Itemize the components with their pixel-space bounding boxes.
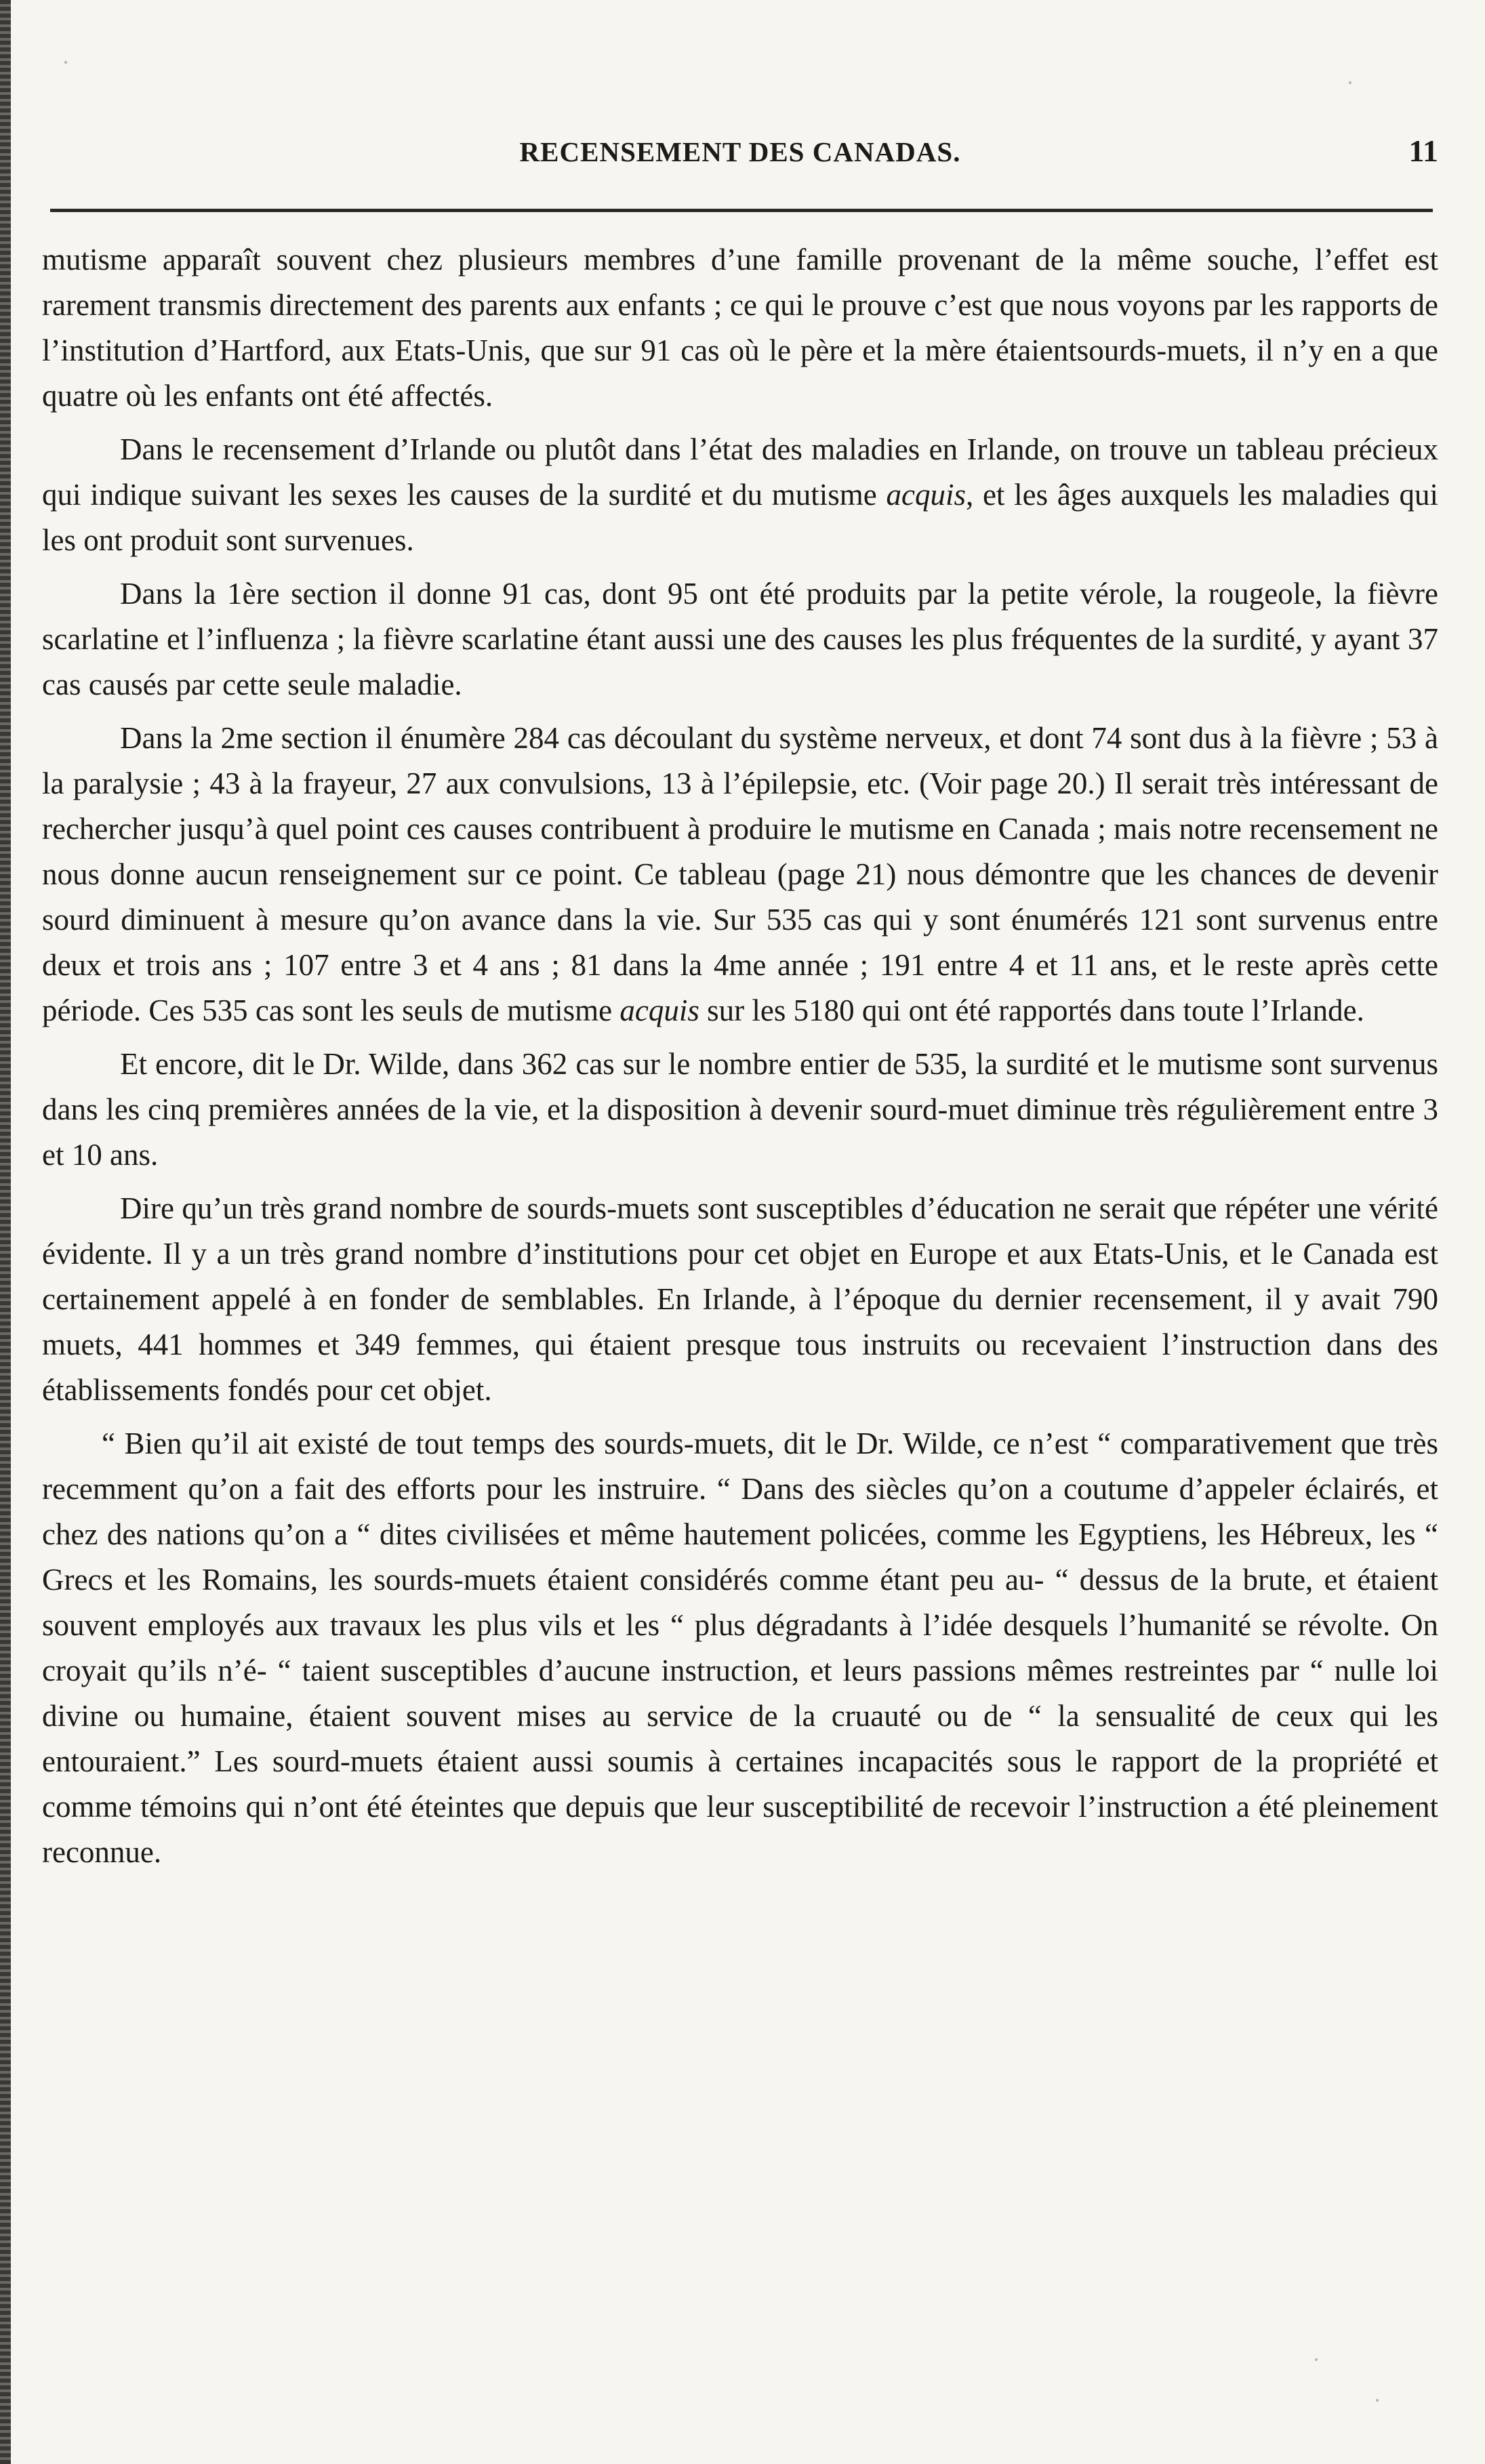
scan-speck — [1315, 2358, 1318, 2361]
paragraph-1-text: mutisme apparaît souvent chez plusieurs membres d’une famille provenant de la même souche, l’effet est rarement transmis directement des parents aux enfants ; ce qui le prouve c’est que nous voyons par les rapports de l’institution d’Hartford, aux Etats-Unis, que sur 91 cas où le père et la mère étaientsourds-muets, il n’y en a que quatre où les enfants ont été affectés. — [42, 243, 1438, 413]
paragraph-2 — [42, 427, 1438, 563]
paragraph-6-text: Dire qu’un très grand nombre de sourds-muets sont susceptibles d’éducation ne serait que répéter une vérité évidente. Il y a un très grand nombre d’institutions pour cet objet en Europe et aux Etats-Unis, et le Canada est certainement appelé à en fonder de semblables. En Irlande, à l’époque du dernier recensement, il y avait 790 muets, 441 hommes et 349 femmes, qui étaient presque tous instruits ou recevaient l’instruction dans des établissements fondés pour cet objet. — [42, 1191, 1438, 1407]
paragraph-6 — [42, 1186, 1438, 1413]
scan-speck — [64, 61, 67, 64]
scan-speck — [1349, 81, 1351, 84]
scan-edge — [0, 0, 11, 2464]
paragraph-2-tail: , et les âges auxquels les maladies qui les ont produit sont survenues. — [42, 478, 1439, 557]
page-number: 11 — [1408, 134, 1438, 168]
paragraph-4-emphasis: acquis — [619, 993, 699, 1027]
paragraph-4-lead: Dans la 2me section il énumère 284 cas découlant du système nerveux, et dont 74 sont dus à la fièvre ; 53 à la paralysie ; 43 à la frayeur, 27 aux convulsions, 13 à l’épilepsie, etc. (Voir page 20.) Il serait très intéressant de rechercher jusqu’à quel point ces causes contribuent à produire le mutisme en Canada ; mais notre recensement ne nous donne aucun renseignement sur ce point. Ce tableau (page 21) nous démontre que les chances de devenir sourd diminuent à mesure qu’on avance dans la vie. Sur 535 cas qui y sont énumérés 121 sont survenus entre deux et trois ans ; 107 entre 3 et 4 ans ; 81 dans la 4me année ; 191 entre 4 et 11 ans, et le reste après cette période. Ces 535 cas sont les seuls de mutisme — [42, 721, 1438, 1027]
paragraph-2-lead: Dans le recensement d’Irlande ou plutôt dans l’état des maladies en Irlande, on trouve un tableau précieux qui indique suivant les sexes les causes de la surdité et du mutisme — [42, 432, 1438, 512]
header-rule — [50, 209, 1433, 212]
paragraph-5-text: Et encore, dit le Dr. Wilde, dans 362 cas sur le nombre entier de 535, la surdité et le mutisme sont survenus dans les cinq premières années de la vie, et la disposition à devenir sourd-muet diminue très régulièrement entre 3 et 10 ans. — [42, 1047, 1438, 1172]
paragraph-3-text: Dans la 1ère section il donne 91 cas, dont 95 ont été produits par la petite vérole, la rougeole, la fièvre scarlatine et l’influenza ; la fièvre scarlatine étant aussi une des causes les plus fréquentes de la surdité, y ayant 37 cas causés par cette seule maladie. — [42, 577, 1438, 701]
paragraph-7-text: “ Bien qu’il ait existé de tout temps des sourds-muets, dit le Dr. Wilde, ce n’est “ comparativement que très recemment qu’on a fait des efforts pour les instruire. “ Dans des siècles qu’on a coutume d’appeler éclairés, et chez des nations qu’on a “ dites civilisées et même hautement policées, comme les Egyptiens, les Hébreux, les “ Grecs et les Romains, les sourds-muets étaient considérés comme étant peu au- “ dessus de la brute, et étaient souvent employés aux travaux les plus vils et les “ plus dégradants à l’idée desquels l’humanité se révolte. On croyait qu’ils n’é- “ taient susceptibles d’aucune instruction, et leurs passions mêmes restreintes par “ nulle loi divine ou humaine, étaient souvent mises au service de la cruauté ou de “ la sensualité de ceux qui les entouraient.” Les sourd-muets étaient aussi soumis à certaines incapacités sous le rapport de la propriété et comme témoins qui n’ont été éteintes que depuis que leur susceptibilité de recevoir l’instruction a été pleinement reconnue. — [42, 1426, 1438, 1869]
paragraph-4-tail: sur les 5180 qui ont été rapportés dans toute l’Irlande. — [699, 993, 1364, 1027]
body-text — [42, 237, 1438, 1875]
paragraph-5 — [42, 1042, 1438, 1178]
paragraph-1 — [42, 237, 1438, 419]
document-page — [42, 122, 1439, 1869]
paragraph-3 — [42, 571, 1438, 707]
scan-speck — [1376, 2399, 1379, 2402]
running-head — [42, 122, 1438, 183]
paragraph-2-emphasis: acquis — [886, 478, 966, 512]
paragraph-7 — [42, 1421, 1438, 1875]
running-title: RECENSEMENT DES CANADAS. — [519, 136, 961, 167]
paragraph-4 — [42, 716, 1438, 1033]
